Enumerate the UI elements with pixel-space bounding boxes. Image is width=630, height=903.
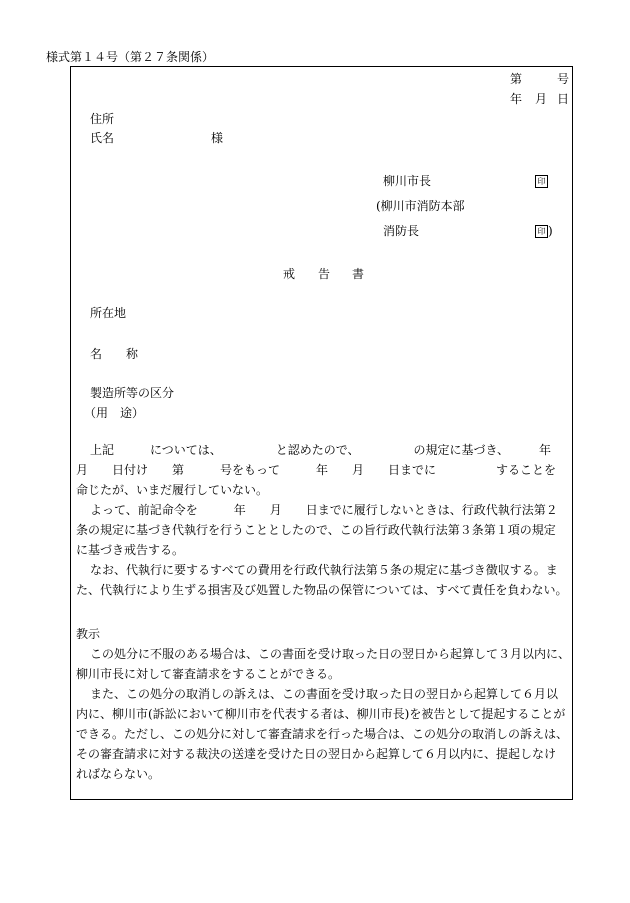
notice-line-5: できる。ただし、この処分に対して審査請求を行った場合は、この処分の取消しの訴えは、 [76, 727, 569, 741]
title-char-2: 告 [318, 267, 331, 281]
body-line-6: に基づき戒告する。 [76, 543, 185, 557]
notice-line-1: この処分に不服のある場合は、この書面を受け取った日の翌日から起算して３月以内に、 [90, 647, 571, 661]
honorific: 様 [211, 131, 224, 145]
name-label: 氏名 [90, 131, 115, 145]
date-year: 年 [510, 92, 523, 106]
body-line-2: 月 日付け 第 号をもって 年 月 日までに することを [76, 463, 557, 477]
notice-line-2: 柳川市長に対して審査請求をすることができる。 [76, 667, 341, 681]
body-line-3: 命じたが、いまだ履行していない。 [76, 483, 269, 497]
body-line-1: 上記 については、 と認めたので、 の規定に基づき、 年 [90, 443, 552, 457]
field-location: 所在地 [90, 306, 127, 320]
number-label-2: 号 [557, 72, 570, 86]
body-line-5: 条の規定に基づき代執行を行うこととしたので、この旨行政代執行法第３条第１項の規定 [76, 523, 556, 537]
notice-heading: 教示 [76, 627, 101, 641]
form-number: 様式第１４号（第２７条関係） [46, 50, 215, 64]
title-char-1: 戒 [283, 267, 296, 281]
date-month: 月 [535, 92, 548, 106]
notice-line-4: 内に、柳川市(訴訟において柳川市を代表する者は、柳川市長)を被告として提起することが [76, 707, 566, 721]
issuer-close-paren: ) [548, 224, 553, 238]
body-line-8: た、代執行により生ずる損害及び処置した物品の保管については、すべて責任を負わない。 [76, 583, 568, 597]
issuer-mayor: 柳川市長 [383, 174, 432, 188]
body-line-4: よって、前記命令を 年 月 日までに履行しないときは、行政代執行法第２ [90, 503, 558, 517]
field-name-a: 名 [90, 347, 103, 361]
seal-mark-chief: 印 [535, 225, 548, 238]
number-label-1: 第 [510, 72, 523, 86]
notice-line-7: ればならない。 [76, 767, 161, 781]
field-usage: （用 途） [84, 406, 145, 420]
issuer-fire-hq: (柳川市消防本部 [376, 199, 465, 213]
address-label: 住所 [90, 112, 115, 126]
field-name-b: 称 [126, 347, 139, 361]
body-paragraph [76, 440, 573, 600]
issuer-fire-chief: 消防長 [383, 224, 420, 238]
notice-line-6: その審査請求に対する裁決の送達を受けた日の翌日から起算して６月以内に、提起しなけ [76, 747, 557, 761]
body-line-7: なお、代執行に要するすべての費用を行政代執行法第５条の規定に基づき徴収する。ま [90, 563, 558, 577]
seal-mark-mayor: 印 [535, 175, 548, 188]
notice-section [76, 624, 573, 784]
notice-line-3: また、この処分の取消しの訴えは、この書面を受け取った日の翌日から起算して６月以 [90, 687, 559, 701]
date-day: 日 [557, 92, 570, 106]
title-char-3: 書 [352, 267, 365, 281]
field-category: 製造所等の区分 [90, 386, 175, 400]
